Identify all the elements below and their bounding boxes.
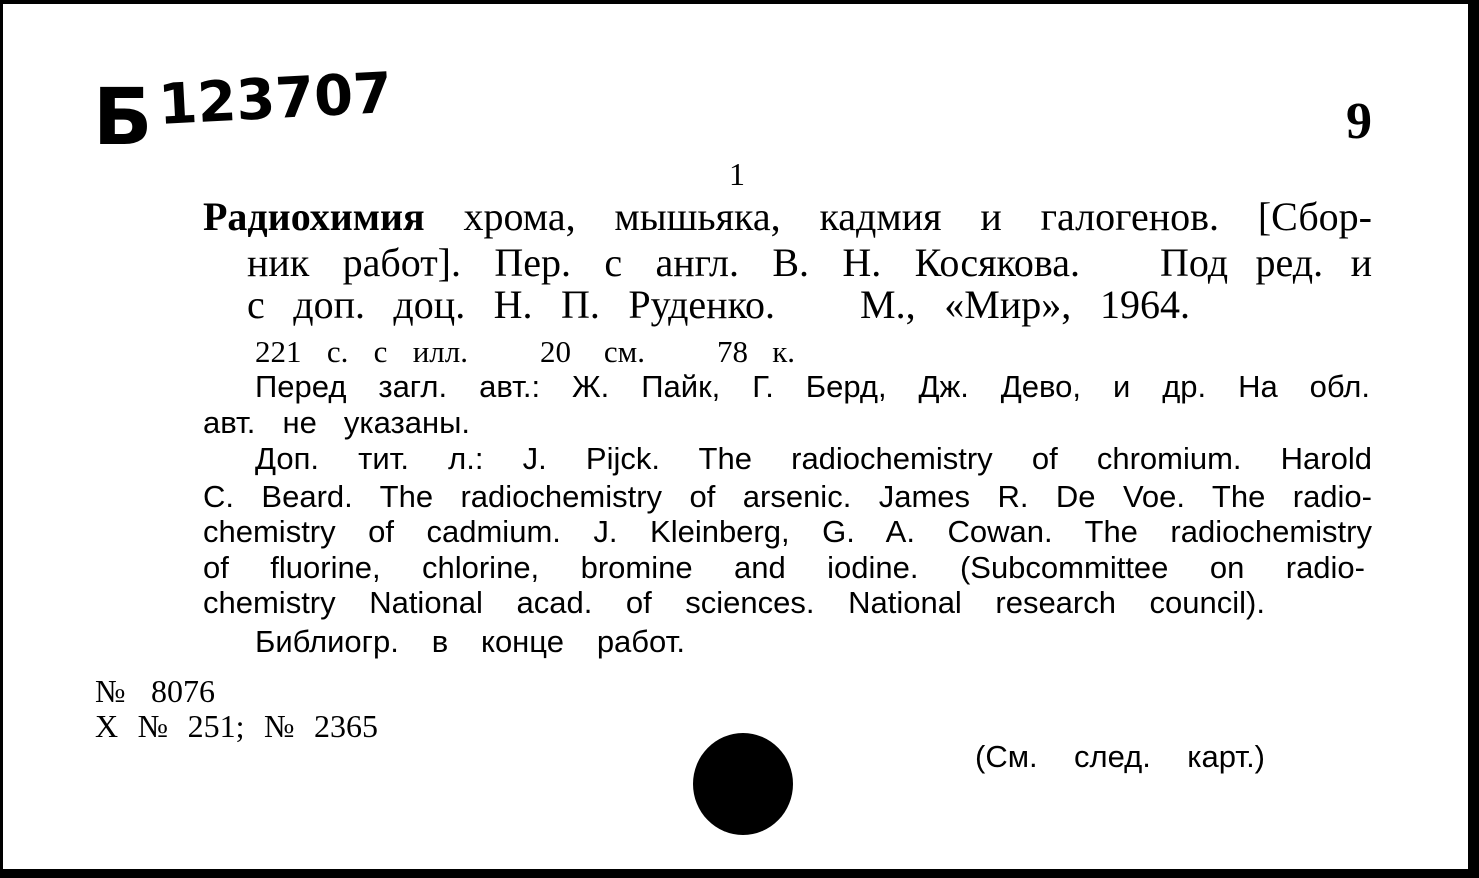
note-line: авт. не указаны.: [203, 405, 470, 440]
collation-size: 20 см.: [540, 334, 645, 369]
title-line: [203, 194, 1372, 239]
note-line: chemistry National acad. of sciences. National research council).: [203, 585, 1265, 620]
card-sequence-number: 9: [1346, 93, 1372, 150]
location-numbers: Х № 251; № 2365: [95, 708, 378, 744]
note-line: Доп. тит. л.: J. Pijck. The radiochemistry of chromium. Harold: [255, 441, 1372, 476]
accession-number: № 8076: [95, 673, 215, 709]
imprint: М., «Мир», 1964.: [860, 282, 1190, 327]
statement-line: с доп. доц. Н. П. Руденко.: [247, 282, 775, 327]
title-lead: Радиохимия: [203, 194, 425, 239]
title-rest: хрома, мышьяка, кадмия и галогенов. [Сбор-: [463, 194, 1372, 239]
statement-line: Под ред. и: [1160, 240, 1372, 285]
note-line: C. Beard. The radiochemistry of arsenic. James R. De Voe. The radio-: [203, 479, 1372, 514]
note-line: Перед загл. авт.: Ж. Пайк, Г. Берд, Дж. Дево, и др. На обл.: [255, 369, 1370, 404]
call-number-prefix: Б: [93, 73, 153, 163]
note-line: of fluorine, chlorine, bromine and iodine. (Subcommittee on radio-: [203, 550, 1365, 585]
entry-number: 1: [729, 156, 745, 192]
statement-line: ник работ]. Пер. с англ. В. Н. Косякова.: [247, 240, 1080, 285]
call-number-digits: 123707: [156, 60, 394, 138]
continuation-note: (См. след. карт.): [975, 739, 1265, 774]
punch-hole: [693, 733, 793, 835]
collation-pages: 221 с. с илл.: [255, 334, 468, 369]
note-line: chemistry of cadmium. J. Kleinberg, G. A. Cowan. The radiochemistry: [203, 514, 1372, 549]
bibliography-note: Библиогр. в конце работ.: [255, 624, 685, 659]
collation-price: 78 к.: [717, 334, 795, 369]
